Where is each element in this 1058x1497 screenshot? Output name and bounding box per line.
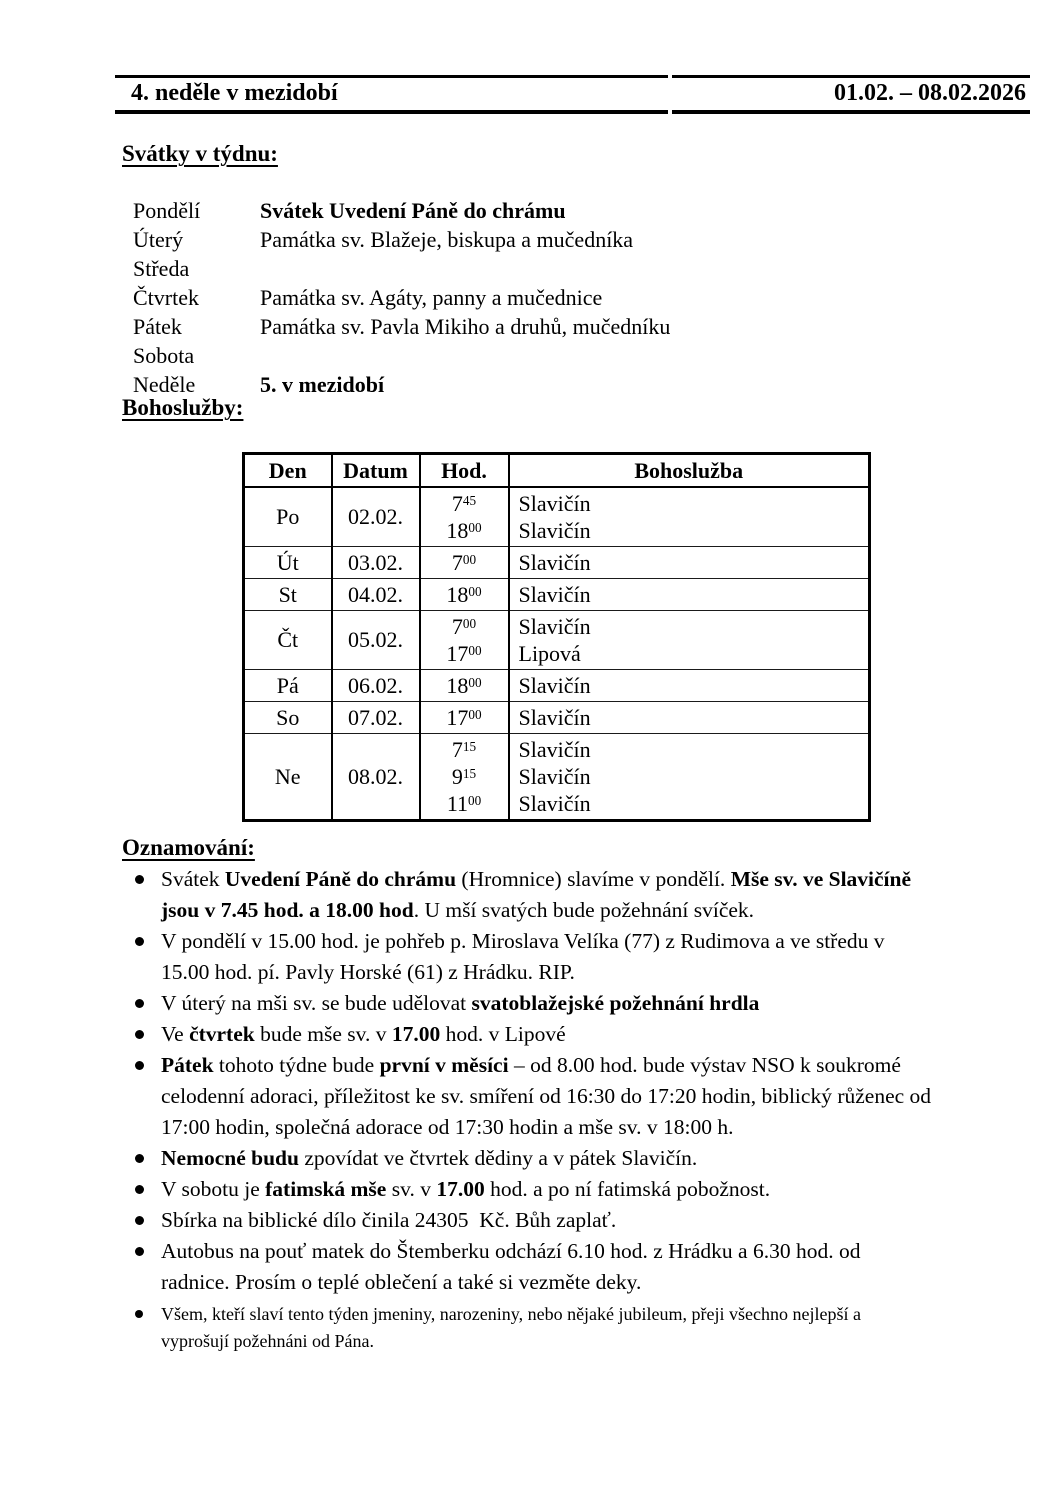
service-time-minutes: 00 bbox=[462, 552, 477, 568]
service-times-cell bbox=[420, 487, 509, 547]
announcement-text: Všem, kteří slaví tento týden jmeniny, narozeniny, nebo nějaké jubileum, přeji všechno nejlepší a vyprošují požehnáni od Pána. bbox=[161, 1304, 861, 1351]
announcement-bold-text: Pátek bbox=[161, 1053, 214, 1077]
announcement-text: Svátek bbox=[161, 867, 225, 891]
service-time: $7^{45}$ bbox=[451, 491, 477, 516]
feast-day-label: Středa bbox=[133, 256, 190, 281]
service-time: $7^{00}$ bbox=[451, 550, 477, 575]
announcements-list bbox=[128, 864, 933, 1355]
announcement-item bbox=[128, 1143, 933, 1174]
service-time: $18^{00}$ bbox=[446, 673, 482, 698]
services-row bbox=[244, 670, 870, 702]
service-times-cell bbox=[420, 702, 509, 734]
service-day: Čt bbox=[244, 611, 332, 670]
feast-day-label: Neděle bbox=[133, 372, 196, 397]
feast-name bbox=[260, 254, 993, 283]
feast-list bbox=[133, 196, 993, 399]
announcement-bold-text: Mše sv. ve Slavičíně jsou v 7.45 hod. a 18.00 hod bbox=[161, 867, 912, 922]
announcement-item bbox=[128, 1174, 933, 1205]
services-table-head bbox=[244, 454, 870, 488]
announcement-bold-text: čtvrtek bbox=[189, 1022, 255, 1046]
service-places-cell bbox=[509, 487, 870, 547]
announcement-bold-text: první v měsíci bbox=[379, 1053, 509, 1077]
announcement-item bbox=[128, 988, 933, 1019]
services-table-body bbox=[244, 487, 870, 821]
service-date: 08.02. bbox=[332, 734, 420, 821]
announcement-text: hod. a po ní fatimská pobožnost. bbox=[484, 1177, 771, 1201]
service-time: $7^{15}$ bbox=[451, 737, 477, 762]
feast-day-label: Pondělí bbox=[133, 198, 201, 223]
announcement-bold-text: Nemocné budu bbox=[161, 1146, 299, 1170]
announcement-text: (Hromnice) slavíme v pondělí. bbox=[456, 867, 731, 891]
service-day: St bbox=[244, 579, 332, 611]
feast-name: Památka sv. Agáty, panny a mučednice bbox=[260, 285, 603, 310]
services-row bbox=[244, 487, 870, 547]
feast-row bbox=[133, 225, 993, 254]
service-time-minutes: 00 bbox=[462, 616, 477, 632]
service-times-cell bbox=[420, 547, 509, 579]
service-place: Slavičín bbox=[518, 518, 591, 543]
service-place: Slavičín bbox=[518, 791, 591, 816]
announcement-item bbox=[128, 1236, 933, 1298]
feast-name: Svátek Uvedení Páně do chrámu bbox=[260, 198, 566, 223]
service-place: Lipová bbox=[518, 641, 581, 666]
service-time-minutes: 00 bbox=[468, 520, 482, 536]
feast-row bbox=[133, 283, 993, 312]
announcement-text: V sobotu je bbox=[161, 1177, 266, 1201]
service-time-minutes: 45 bbox=[462, 493, 477, 509]
announcement-text: V úterý na mši sv. se bude udělovat bbox=[161, 991, 472, 1015]
feast-day-label: Úterý bbox=[133, 227, 184, 252]
service-place: Slavičín bbox=[518, 673, 591, 698]
service-place: Slavičín bbox=[518, 705, 591, 730]
service-day: Po bbox=[244, 487, 332, 547]
service-places-cell bbox=[509, 547, 870, 579]
feast-row bbox=[133, 341, 993, 370]
service-time-minutes: 00 bbox=[468, 584, 482, 600]
services-header-row bbox=[244, 454, 870, 488]
service-date: 04.02. bbox=[332, 579, 420, 611]
page-header-right-cell bbox=[672, 75, 1030, 114]
page-title: 4. neděle v mezidobí bbox=[131, 80, 338, 106]
service-time: $11^{00}$ bbox=[446, 791, 482, 816]
announcement-item bbox=[128, 864, 933, 926]
announcement-item bbox=[128, 926, 933, 988]
service-date: 06.02. bbox=[332, 670, 420, 702]
services-col-header: Hod. bbox=[420, 454, 509, 488]
service-times-cell bbox=[420, 734, 509, 821]
service-time: $18^{00}$ bbox=[446, 582, 482, 607]
header-date-range: 01.02. – 08.02.2026 bbox=[834, 80, 1026, 106]
feast-name: Památka sv. Pavla Mikiho a druhů, mučedníku bbox=[260, 314, 671, 339]
service-time-minutes: 00 bbox=[468, 643, 482, 659]
announcement-text: Ve bbox=[161, 1022, 190, 1046]
service-time: $17^{00}$ bbox=[446, 705, 482, 730]
feast-name: Památka sv. Blažeje, biskupa a mučedníka bbox=[260, 227, 634, 252]
feast-day-label: Sobota bbox=[133, 343, 195, 368]
feast-row bbox=[133, 312, 993, 341]
announcement-text: sv. v bbox=[386, 1177, 437, 1201]
service-time: $7^{00}$ bbox=[451, 614, 477, 639]
feast-name: 5. v mezidobí bbox=[260, 372, 385, 397]
services-row bbox=[244, 547, 870, 579]
services-col-header: Den bbox=[244, 454, 332, 488]
service-place: Slavičín bbox=[518, 764, 591, 789]
service-date: 05.02. bbox=[332, 611, 420, 670]
announcement-item bbox=[128, 1019, 933, 1050]
announcement-bold-text: 17.00 bbox=[391, 1022, 441, 1046]
service-places-cell bbox=[509, 702, 870, 734]
service-place: Slavičín bbox=[518, 737, 591, 762]
service-times-cell bbox=[420, 611, 509, 670]
service-day: Út bbox=[244, 547, 332, 579]
feast-row bbox=[133, 370, 993, 399]
announcement-text: Autobus na pouť matek do Štemberku odchází 6.10 hod. z Hrádku a 6.30 hod. od radnice. Prosím o teplé oblečení a také si vezměte deky. bbox=[161, 1239, 861, 1294]
announcement-item bbox=[128, 1050, 933, 1143]
announcements-heading: Oznamování: bbox=[122, 835, 255, 860]
service-time-minutes: 00 bbox=[468, 707, 482, 723]
service-times-cell bbox=[420, 670, 509, 702]
page-header bbox=[115, 75, 1030, 114]
services-col-header: Datum bbox=[332, 454, 420, 488]
service-time: $17^{00}$ bbox=[446, 641, 482, 666]
service-time-minutes: 00 bbox=[468, 675, 482, 691]
announcement-text: zpovídat ve čtvrtek dědiny a v pátek Slavičín. bbox=[298, 1146, 698, 1170]
feast-row bbox=[133, 254, 993, 283]
services-row bbox=[244, 611, 870, 670]
feast-row bbox=[133, 196, 993, 225]
service-date: 03.02. bbox=[332, 547, 420, 579]
service-day: Pá bbox=[244, 670, 332, 702]
service-place: Slavičín bbox=[518, 614, 591, 639]
service-time: $9^{15}$ bbox=[451, 764, 477, 789]
announcement-text: . U mší svatých bude požehnání svíček. bbox=[413, 898, 755, 922]
service-places-cell bbox=[509, 611, 870, 670]
services-row bbox=[244, 734, 870, 821]
feasts-heading: Svátky v týdnu: bbox=[122, 141, 278, 166]
announcement-bold-text: svatoblažejské požehnání hrdla bbox=[471, 991, 760, 1015]
announcement-item bbox=[128, 1205, 933, 1236]
service-time-minutes: 15 bbox=[462, 739, 477, 755]
page-header-left-cell bbox=[115, 75, 668, 114]
announcement-text: V pondělí v 15.00 hod. je pohřeb p. Miroslava Velíka (77) z Rudimova a ve středu v 15.00 hod. pí. Pavly Horské (61) z Hrádku. RIP. bbox=[161, 929, 885, 984]
feast-day-label: Čtvrtek bbox=[133, 285, 199, 310]
service-times-cell bbox=[420, 579, 509, 611]
services-row bbox=[244, 579, 870, 611]
service-places-cell bbox=[509, 579, 870, 611]
feast-day-label: Pátek bbox=[133, 314, 182, 339]
service-places-cell bbox=[509, 734, 870, 821]
service-date: 07.02. bbox=[332, 702, 420, 734]
service-places-cell bbox=[509, 670, 870, 702]
announcement-bold-text: Uvedení Páně do chrámu bbox=[224, 867, 457, 891]
service-place: Slavičín bbox=[518, 582, 591, 607]
announcement-bold-text: 17.00 bbox=[436, 1177, 485, 1201]
announcement-text: hod. v Lipové bbox=[440, 1022, 566, 1046]
announcement-text: tohoto týdne bude bbox=[213, 1053, 380, 1077]
announcement-text: – od 8.00 hod. bude výstav NSO k soukromé celodenní adoraci, příležitost ke sv. smíření od 16:30 do 17:20 hodin, biblický růženec od 17:00 hodin, společná adorace od 17:30 hodin a mše sv. v 18:00 h. bbox=[161, 1053, 932, 1139]
announcement-bold-text: fatimská mše bbox=[265, 1177, 387, 1201]
services-heading: Bohoslužby: bbox=[122, 395, 244, 420]
announcement-text: bude mše sv. v bbox=[254, 1022, 392, 1046]
service-place: Slavičín bbox=[518, 550, 591, 575]
service-day: So bbox=[244, 702, 332, 734]
service-time-minutes: 15 bbox=[462, 766, 477, 782]
announcement-item bbox=[128, 1298, 933, 1355]
service-place: Slavičín bbox=[518, 491, 591, 516]
services-col-header: Bohoslužba bbox=[509, 454, 870, 488]
services-table bbox=[242, 452, 871, 822]
service-day: Ne bbox=[244, 734, 332, 821]
service-date: 02.02. bbox=[332, 487, 420, 547]
services-row bbox=[244, 702, 870, 734]
service-time: $18^{00}$ bbox=[446, 518, 482, 543]
announcement-text: Sbírka na biblické dílo činila 24305 Kč. Bůh zaplať. bbox=[161, 1208, 617, 1232]
service-time-minutes: 00 bbox=[468, 793, 482, 809]
feast-name bbox=[260, 341, 993, 370]
